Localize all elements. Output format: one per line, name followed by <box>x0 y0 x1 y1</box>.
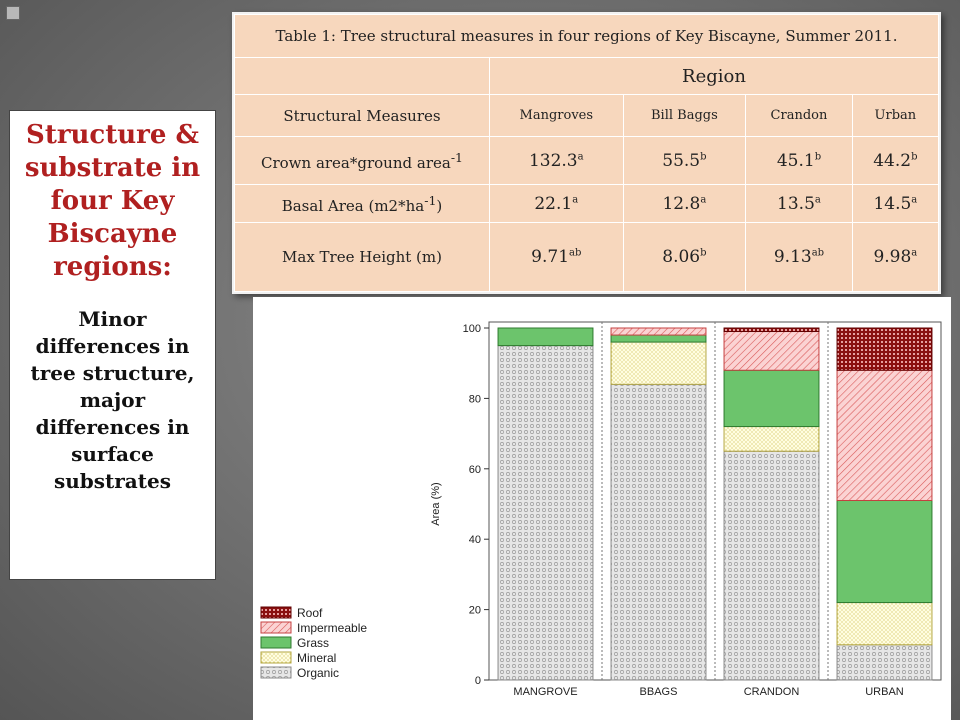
y-tick-label: 100 <box>462 323 481 335</box>
x-tick-label: CRANDON <box>743 686 800 698</box>
cell-value: 9.98$^a$ <box>852 222 938 291</box>
bar-segment-impermeable <box>611 328 706 335</box>
bar-segment-organic <box>498 346 593 680</box>
table-row <box>235 137 939 185</box>
column-header-bill-baggs: Bill Baggs <box>623 95 746 137</box>
column-header-crandon: Crandon <box>746 95 853 137</box>
substrate-chart <box>253 297 951 720</box>
cell-value: 8.06$^b$ <box>623 222 746 291</box>
y-tick-label: 20 <box>468 604 481 617</box>
bar-segment-grass <box>724 370 819 426</box>
cell-value: 14.5$^a$ <box>852 185 938 223</box>
row-label-crown-area: Crown area*ground area$^{-1}$ <box>235 137 490 185</box>
bar-segment-grass <box>837 500 932 602</box>
bar-segment-grass <box>611 335 706 342</box>
measures-header: Structural Measures <box>235 95 490 137</box>
y-tick-label: 40 <box>468 534 481 547</box>
y-axis-label: Area (%) <box>430 482 442 526</box>
legend-label-impermeable: Impermeable <box>297 621 368 635</box>
stacked-bar-chart-svg <box>253 297 951 720</box>
y-tick-label: 0 <box>474 675 481 687</box>
legend-swatch-organic <box>261 667 291 678</box>
legend-label-grass: Grass <box>297 636 330 650</box>
table-caption: Table 1: Tree structural measures in four regions of Key Biscayne, Summer 2011. <box>235 15 939 58</box>
region-header: Region <box>490 57 939 95</box>
row-label-max-tree-height: Max Tree Height (m) <box>235 222 490 291</box>
structural-measures-table <box>232 12 941 294</box>
y-tick-label: 80 <box>468 393 481 406</box>
table-corner-cell <box>235 57 490 95</box>
cell-value: 45.1$^b$ <box>746 137 853 185</box>
legend-swatch-impermeable <box>261 622 291 633</box>
x-tick-label: MANGROVE <box>513 686 578 698</box>
column-header-urban: Urban <box>852 95 938 137</box>
bar-segment-organic <box>724 451 819 680</box>
slide-subtitle: Minor differences in tree structure, major differences in surface substrates <box>30 307 195 493</box>
bar-segment-mineral <box>837 603 932 645</box>
x-tick-label: BBAGS <box>639 686 678 698</box>
bar-segment-organic <box>837 645 932 680</box>
cell-value: 9.71$^{ab}$ <box>490 222 624 291</box>
cell-value: 13.5$^a$ <box>746 185 853 223</box>
cell-value: 9.13$^{ab}$ <box>746 222 853 291</box>
table <box>234 14 939 292</box>
slide-title: Structure & substrate in four Key Biscayne regions: <box>24 120 201 282</box>
bar-segment-mineral <box>611 342 706 384</box>
legend-label-mineral: Mineral <box>297 651 337 665</box>
legend-swatch-grass <box>261 637 291 648</box>
column-header-mangroves: Mangroves <box>490 95 624 137</box>
table-row <box>235 222 939 291</box>
bar-segment-impermeable <box>837 370 932 500</box>
cell-value: 12.8$^a$ <box>623 185 746 223</box>
cell-value: 44.2$^b$ <box>852 137 938 185</box>
bar-segment-roof <box>837 328 932 370</box>
bar-segment-impermeable <box>724 332 819 371</box>
legend-swatch-mineral <box>261 652 291 663</box>
x-tick-label: URBAN <box>865 686 904 698</box>
legend-swatch-roof <box>261 607 291 618</box>
slide-bullet <box>6 6 20 20</box>
bar-segment-grass <box>498 328 593 346</box>
left-text-box <box>9 110 216 580</box>
legend-label-organic: Organic <box>297 666 340 680</box>
cell-value: 132.3$^a$ <box>490 137 624 185</box>
y-tick-label: 60 <box>468 463 481 476</box>
row-label-basal-area: Basal Area $(m2*ha^{-1})$ <box>235 185 490 223</box>
cell-value: 22.1$^a$ <box>490 185 624 223</box>
legend-label-roof: Roof <box>297 606 323 620</box>
bar-segment-organic <box>611 384 706 680</box>
bar-segment-roof <box>724 328 819 332</box>
cell-value: 55.5$^b$ <box>623 137 746 185</box>
table-row <box>235 185 939 223</box>
bar-segment-mineral <box>724 427 819 452</box>
